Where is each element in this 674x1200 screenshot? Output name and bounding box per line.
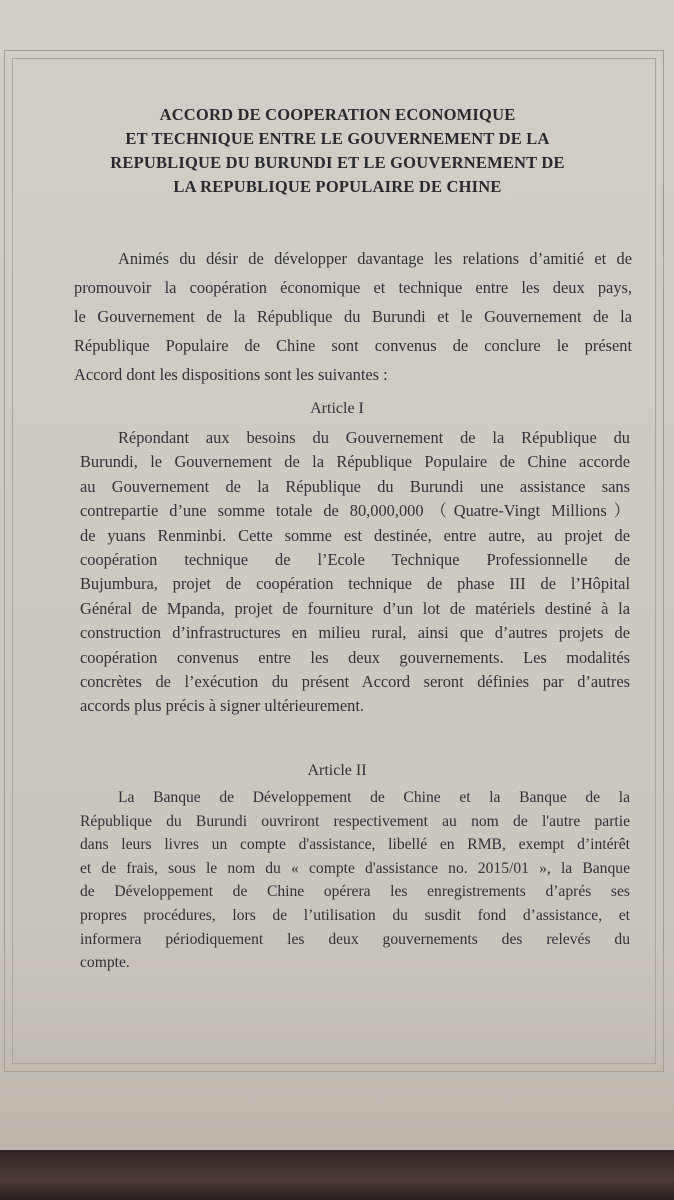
article-1-paragraph bbox=[80, 426, 630, 719]
text-line: coopération convenus entre les deux gouvernements. Les modalités bbox=[80, 647, 630, 667]
article-2-paragraph bbox=[80, 786, 630, 975]
text-line: Burundi, le Gouvernement de la République Populaire de Chine accorde bbox=[80, 452, 630, 472]
text-line: dans leurs livres un compte d'assistance, libellé en RMB, exempt d’intérêt bbox=[80, 836, 630, 854]
title-line: ET TECHNIQUE ENTRE LE GOUVERNEMENT DE LA bbox=[125, 129, 550, 148]
article-2-heading: Article II bbox=[307, 762, 367, 779]
text-line: Général de Mpanda, projet de fourniture d’un lot de matériels destiné à la bbox=[80, 598, 630, 618]
preamble-paragraph bbox=[74, 244, 632, 389]
text-line: construction d’infrastructures en milieu rural, ainsi que d’autres projets de bbox=[80, 623, 630, 643]
text-line: compte. bbox=[80, 954, 130, 972]
text-line: Accord dont les dispositions sont les suivantes : bbox=[74, 365, 388, 384]
text-line: propres procédures, lors de l’utilisation du susdit fond d’assistance, et bbox=[80, 906, 630, 924]
text-line: République Populaire de Chine sont convenus de conclure le présent bbox=[74, 336, 632, 355]
title-line: REPUBLIQUE DU BURUNDI ET LE GOUVERNEMENT DE bbox=[110, 153, 565, 172]
text-line: République du Burundi ouvriront respectivement au nom de l'autre partie bbox=[80, 812, 630, 830]
text-line: coopération technique de l’Ecole Technique Professionnelle de bbox=[80, 550, 630, 570]
text-line: La Banque de Développement de Chine et la Banque de la bbox=[118, 789, 630, 806]
text-line: contrepartie d’une somme totale de 80,000,000（Quatre-Vingt Millions） bbox=[80, 501, 630, 521]
text-line: promouvoir la coopération économique et technique entre les deux pays, bbox=[74, 278, 632, 297]
text-line: Animés du désir de développer davantage les relations d’amitié et de bbox=[118, 249, 632, 268]
text-line: Bujumbura, projet de coopération technique de phase III de l’Hôpital bbox=[80, 574, 630, 594]
table-surface bbox=[0, 1150, 674, 1200]
text-line: accords plus précis à signer ultérieurement. bbox=[80, 696, 364, 716]
text-line: le Gouvernement de la République du Burundi et le Gouvernement de la bbox=[74, 307, 632, 326]
document-title bbox=[60, 103, 615, 199]
text-line: concrètes de l’exécution du présent Accord seront définies par d’autres bbox=[80, 672, 630, 692]
text-line: Répondant aux besoins du Gouvernement de la République du bbox=[118, 428, 630, 447]
title-line: ACCORD DE COOPERATION ECONOMIQUE bbox=[159, 105, 516, 124]
article-1-heading: Article I bbox=[310, 400, 364, 417]
text-line: et de frais, sous le nom du « compte d'assistance no. 2015/01 », la Banque bbox=[80, 859, 630, 877]
text-line: au Gouvernement de la République du Burundi une assistance sans bbox=[80, 476, 630, 496]
title-line: LA REPUBLIQUE POPULAIRE DE CHINE bbox=[173, 177, 502, 196]
text-line: informera périodiquement les deux gouvernements des relevés du bbox=[80, 930, 630, 948]
text-line: de yuans Renminbi. Cette somme est destinée, entre autre, au projet de bbox=[80, 525, 630, 545]
text-line: de Développement de Chine opérera les enregistrements d’aprés ses bbox=[80, 883, 630, 901]
